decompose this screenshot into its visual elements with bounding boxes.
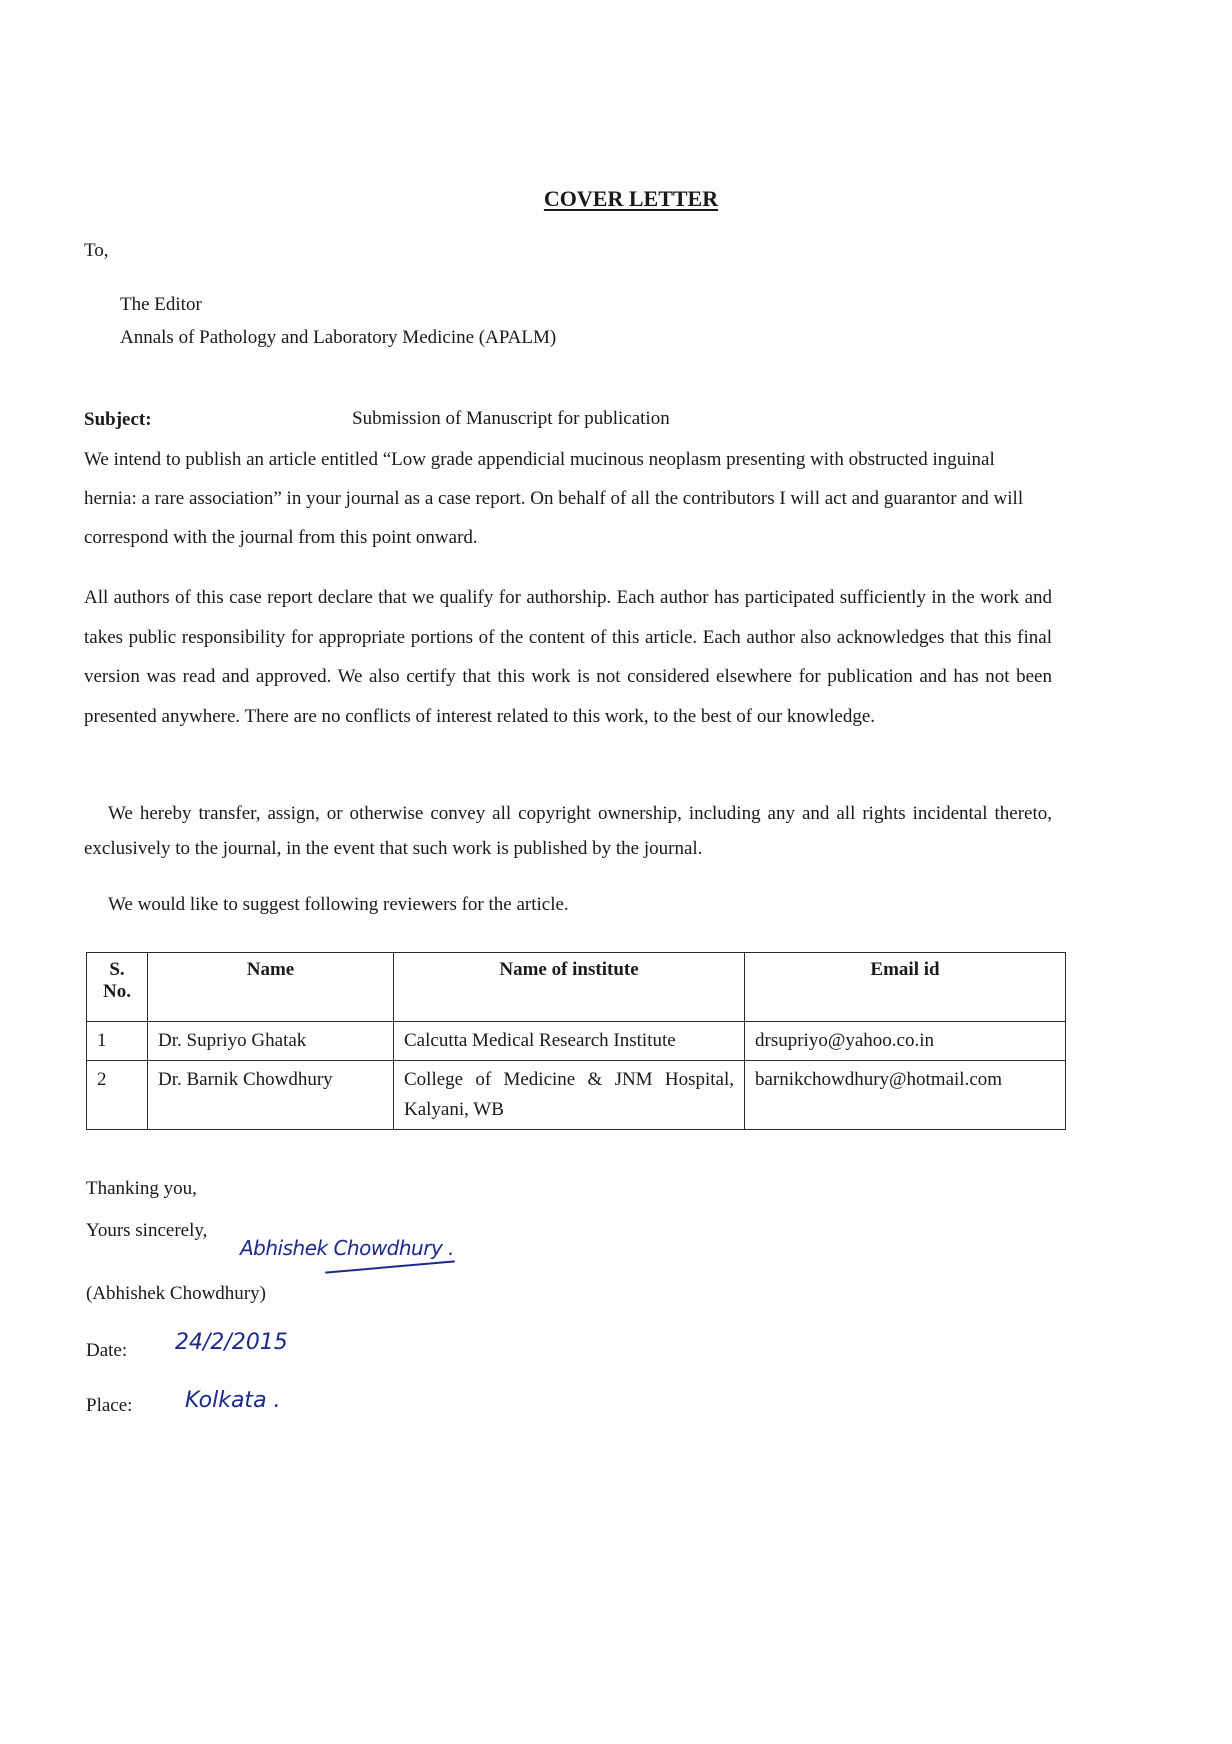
cell-sno: 2: [87, 1061, 148, 1130]
header-sno: S. No.: [87, 953, 148, 1022]
header-name: Name: [148, 953, 394, 1022]
reviewers-table: [86, 952, 1066, 1130]
closing-thanks: Thanking you,: [86, 1178, 197, 1199]
cell-institute: Calcutta Medical Research Institute: [394, 1022, 745, 1061]
salutation: To,: [84, 240, 109, 261]
cell-name: Dr. Supriyo Ghatak: [148, 1022, 394, 1061]
date-value: 24/2/2015: [175, 1330, 288, 1355]
paragraph-authorship: All authors of this case report declare that we qualify for authorship. Each author has participated sufficiently in the work and takes public responsibility for appropriate portions of the content of this article. Each author also acknowledges that this final version was read and approved. We also certify that this work is not considered elsewhere for publication and has not been presented anywhere. There are no conflicts of interest related to this work, to the best of our knowledge.: [84, 587, 1052, 727]
cell-name: Dr. Barnik Chowdhury: [148, 1061, 394, 1130]
subject-text: Submission of Manuscript for publication: [352, 408, 670, 429]
paragraph-copyright: We hereby transfer, assign, or otherwise convey all copyright ownership, including any and all rights incidental thereto, exclusively to the journal, in the event that such work is published by the journal.: [84, 803, 1052, 859]
header-institute: Name of institute: [394, 953, 745, 1022]
recipient-address: [120, 288, 556, 354]
subject-label: Subject:: [84, 409, 152, 430]
cell-email: drsupriyo@yahoo.co.in: [745, 1022, 1066, 1061]
recipient-line-2: Annals of Pathology and Laboratory Medicine (APALM): [120, 327, 557, 348]
paragraph-reviewers-intro: We would like to suggest following reviewers for the article.: [108, 894, 569, 915]
place-label: Place:: [86, 1395, 133, 1416]
table-header-row: [87, 953, 1066, 1022]
date-label: Date:: [86, 1340, 128, 1361]
sign-off: Yours sincerely,: [86, 1220, 208, 1241]
cell-sno: 1: [87, 1022, 148, 1061]
table-row: [87, 1061, 1066, 1130]
cell-institute: College of Medicine & JNM Hospital, Kalyani, WB: [394, 1061, 745, 1130]
place-value: Kolkata .: [185, 1388, 281, 1413]
header-email: Email id: [745, 953, 1066, 1022]
cell-email: barnikchowdhury@hotmail.com: [745, 1061, 1066, 1130]
handwritten-signature: Abhishek Chowdhury .: [240, 1236, 455, 1260]
table-row: [87, 1022, 1066, 1061]
printed-name: (Abhishek Chowdhury): [86, 1283, 266, 1304]
document-title: COVER LETTER: [543, 186, 719, 211]
signature-underline: [325, 1260, 455, 1273]
recipient-line-1: The Editor: [120, 294, 202, 315]
paragraph-intent: We intend to publish an article entitled “Low grade appendicial mucinous neoplasm presenting with obstructed inguinal hernia: a rare association” in your journal as a case report. On behalf of all the contributors I will act and guarantor and will correspond with the journal from this point onward.: [84, 449, 1024, 548]
